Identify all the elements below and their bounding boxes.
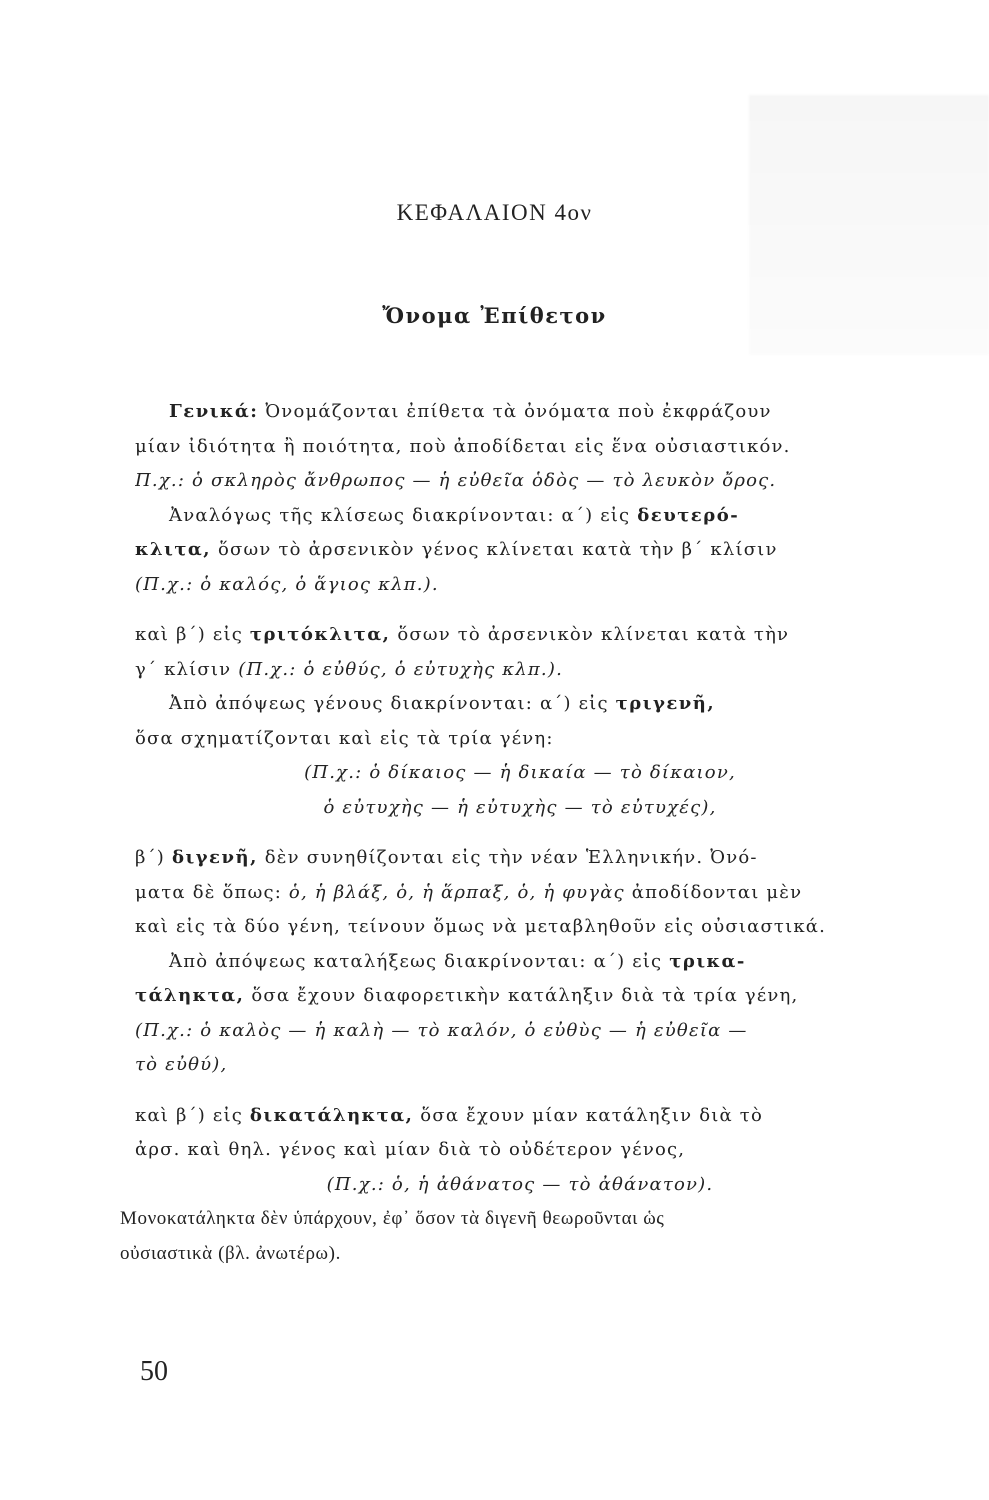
text-line: μίαν ἰδιότητα ἢ ποιότητα, ποὺ ἀποδίδεται εἰς ἕνα οὐσιαστικόν. (135, 435, 791, 457)
example-line: τὸ εὐθύ), (135, 1054, 228, 1075)
text-span: Ὀνομάζονται ἐπίθετα τὰ ὀνόματα ποὺ ἐκφράζουν (265, 401, 772, 422)
paragraph-dikatalikta (135, 1099, 905, 1203)
text-span: ὅσων τὸ ἀρσενικὸν κλίνεται κατὰ τὴν (397, 624, 790, 645)
text-span: γ΄ κλίσιν (135, 658, 232, 680)
paragraph-ending (135, 945, 905, 1083)
paragraph-beta (135, 618, 905, 687)
term-tritoklita: τριτόκλιτα, (249, 624, 391, 645)
paragraph-gap (135, 1083, 905, 1099)
example-span: (Π.χ.: ὁ εὐθύς, ὁ εὐτυχὴς κλπ.). (238, 658, 564, 680)
paragraph-digeni (135, 841, 905, 945)
section-title: Ὄνομα Ἐπίθετον (382, 303, 607, 328)
text-span: Ἀπὸ ἀπόψεως καταλήξεως διακρίνονται: α΄) εἰς (169, 950, 663, 972)
text-line (135, 653, 905, 688)
term-deuteroklita: δευτερό- (637, 504, 740, 526)
body-text (120, 395, 905, 1271)
text-span: ὅσα ἔχουν διαφορετικὴν κατάληξιν διὰ τὰ τρία γένη, (251, 985, 799, 1006)
text-line (135, 1099, 905, 1134)
text-span: ἀποδίδονται μὲν (631, 881, 803, 903)
paragraph-monokatalikta (120, 1202, 905, 1271)
text-span: ὅσων τὸ ἀρσενικὸν γένος κλίνεται κατὰ τὴν β΄ κλίσιν (217, 539, 778, 560)
text-span: ματα δὲ ὅπως: (135, 881, 282, 903)
term-digeni: διγενῆ, (171, 847, 258, 868)
example-line: Π.χ.: ὁ σκληρὸς ἄνθρωπος — ἡ εὐθεῖα ὁδὸς — τὸ λευκὸν ὄρος. (135, 470, 777, 491)
text-line (135, 533, 905, 568)
text-line: οὐσιαστικὰ (βλ. ἀνωτέρω). (120, 1242, 341, 1264)
example-line: (Π.χ.: ὁ, ἡ ἀθάνατος — τὸ ἀθάνατον). (326, 1173, 714, 1195)
term-trikatalikta-cont: τάληκτα, (135, 985, 245, 1006)
example-line: (Π.χ.: ὁ καλός, ὁ ἅγιος κλπ.). (135, 573, 439, 595)
text-line: Μονοκατάληκτα δὲν ὑπάρχουν, ἐφ᾿ ὅσον τὰ διγενῆ θεωροῦνται ὡς (120, 1208, 665, 1229)
text-line (135, 499, 905, 534)
text-line: καὶ εἰς τὰ δύο γένη, τείνουν ὅμως νὰ μεταβληθοῦν εἰς οὐσιαστικά. (135, 916, 827, 937)
paragraph-gap (135, 825, 905, 841)
example-line: (Π.χ.: ὁ δίκαιος — ἡ δικαία — τὸ δίκαιον, (304, 762, 736, 783)
example-span: ὁ, ἡ βλάξ, ὁ, ἡ ἅρπαξ, ὁ, ἡ φυγὰς (288, 881, 625, 903)
paragraph-gap (135, 602, 905, 618)
paragraph-general (135, 395, 905, 499)
page-number: 50 (140, 1356, 168, 1387)
paragraph-declension (135, 499, 905, 603)
term-deuteroklita-cont: κλιτα, (135, 539, 212, 560)
term-dikatalikta: δικατάληκτα, (249, 1104, 414, 1126)
text-line (135, 841, 905, 876)
text-line (135, 945, 905, 980)
term-trigeni: τριγενῆ, (615, 693, 716, 714)
text-line (135, 687, 905, 722)
text-line (135, 876, 905, 911)
example-line: (Π.χ.: ὁ καλὸς — ἡ καλὴ — τὸ καλόν, ὁ εὐθὺς — ἡ εὐθεῖα — (135, 1019, 748, 1041)
term-trikatalikta: τρικα- (669, 950, 746, 972)
text-span: καὶ β΄) εἰς (135, 1104, 243, 1126)
text-line (135, 395, 905, 430)
paragraph-gender (135, 687, 905, 825)
text-span: Ἀναλόγως τῆς κλίσεως διακρίνονται: α΄) εἰς (169, 504, 631, 526)
text-line (135, 979, 905, 1014)
text-span: Ἀπὸ ἀπόψεως γένους διακρίνονται: α΄) εἰς (169, 693, 609, 714)
chapter-heading: ΚΕΦΑΛΑΙΟΝ 4ον (396, 200, 593, 225)
text-line: ὅσα σχηματίζονται καὶ εἰς τὰ τρία γένη: (135, 727, 554, 749)
text-span: καὶ β΄) εἰς (135, 624, 243, 645)
text-line: ἀρσ. καὶ θηλ. γένος καὶ μίαν διὰ τὸ οὐδέτερον γένος, (135, 1139, 686, 1160)
term-genika: Γενικά: (169, 401, 259, 422)
text-span: δὲν συνηθίζονται εἰς τὴν νέαν Ἑλληνικήν. Ὀνό- (264, 847, 758, 868)
example-line: ὁ εὐτυχὴς — ἡ εὐτυχὴς — τὸ εὐτυχές), (323, 796, 717, 818)
text-span: ὅσα ἔχουν μίαν κατάληξιν διὰ τὸ (420, 1104, 763, 1126)
text-span: β΄) (135, 847, 166, 868)
text-line (135, 618, 905, 653)
